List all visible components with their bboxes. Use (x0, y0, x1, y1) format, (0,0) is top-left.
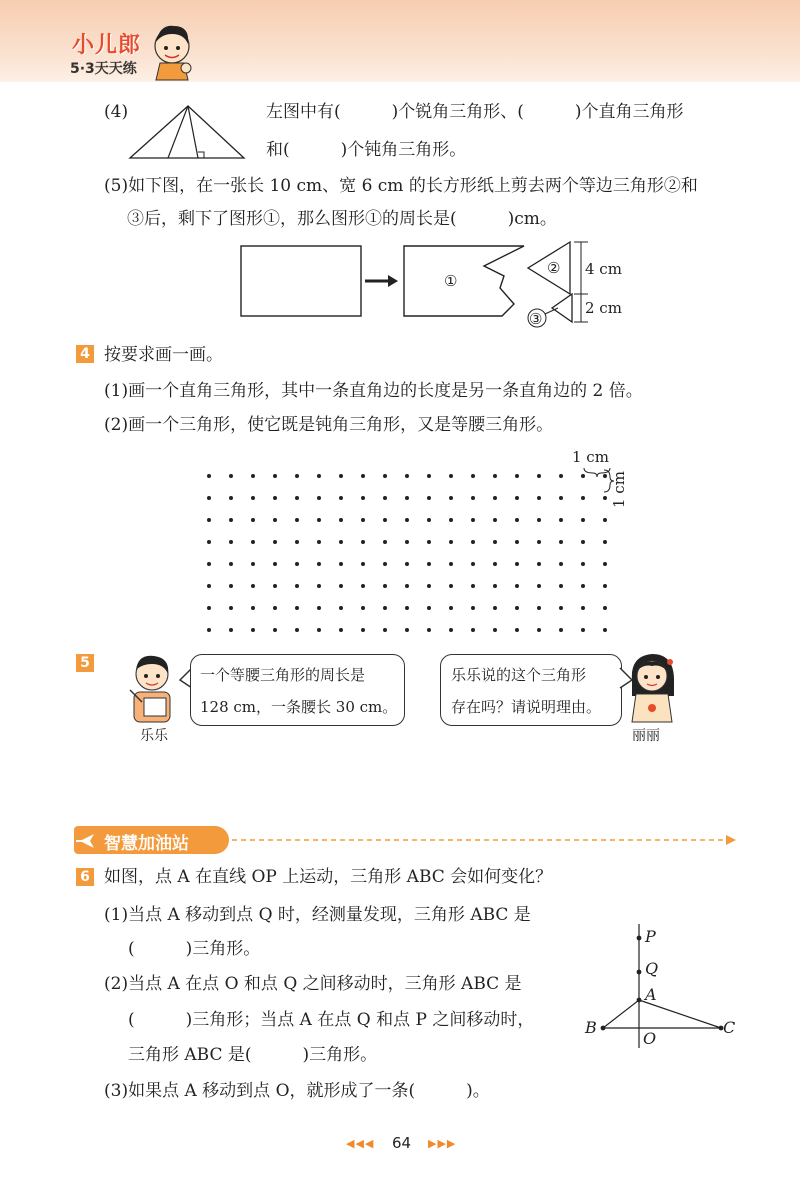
grid-dot (537, 496, 541, 500)
q4-title: 按要求画一画。 (104, 345, 223, 365)
q6-item1-line1: (1)当点 A 移动到点 Q 时，经测量发现，三角形 ABC 是 (104, 905, 531, 925)
grid-dot (229, 606, 233, 610)
grid-dot (493, 606, 497, 610)
grid-dot (471, 628, 475, 632)
grid-dot (339, 606, 343, 610)
grid-dot (383, 584, 387, 588)
grid-dot (339, 584, 343, 588)
grid-dot (207, 496, 211, 500)
grid-dot (295, 562, 299, 566)
right-bubble-line1: 乐乐说的这个三角形 (451, 666, 587, 684)
grid-dot (317, 606, 321, 610)
q4-item1: (1)画一个直角三角形，其中一条直角边的长度是另一条直角边的 2 倍。 (104, 381, 643, 401)
grid-dot (515, 540, 519, 544)
grid-dot (449, 606, 453, 610)
grid-dot (449, 474, 453, 478)
grid-scale-vertical: 1 cm (610, 471, 628, 508)
grid-dot (229, 518, 233, 522)
grid-dot (207, 540, 211, 544)
cut-rectangle-figure (240, 240, 630, 335)
grid-dot (427, 628, 431, 632)
q4-item2: (2)画一个三角形，使它既是钝角三角形，又是等腰三角形。 (104, 415, 554, 435)
grid-dot (537, 628, 541, 632)
grid-dot (603, 540, 607, 544)
grid-dot (229, 584, 233, 588)
grid-dot (537, 518, 541, 522)
grid-dot (317, 474, 321, 478)
grid-dot (383, 540, 387, 544)
grid-dot (361, 518, 365, 522)
grid-dot (295, 518, 299, 522)
grid-dot (559, 540, 563, 544)
grid-dot (273, 518, 277, 522)
grid-dot (339, 562, 343, 566)
q6-badge: 6 (76, 868, 94, 886)
grid-dot (383, 518, 387, 522)
grid-dot (251, 584, 255, 588)
grid-dot (515, 562, 519, 566)
grid-dot (449, 628, 453, 632)
label-shape-1: ① (444, 272, 458, 290)
q5-badge: 5 (76, 654, 94, 672)
grid-dot (361, 606, 365, 610)
grid-dot (361, 628, 365, 632)
grid-dot (515, 606, 519, 610)
q6-item1-line2: ( )三角形。 (128, 939, 261, 959)
grid-dot (405, 518, 409, 522)
grid-dot (207, 562, 211, 566)
grid-dot (581, 628, 585, 632)
grid-dot (229, 474, 233, 478)
grid-dot (515, 628, 519, 632)
grid-dot (471, 518, 475, 522)
point-label-q: Q (645, 959, 659, 978)
grid-dot (339, 496, 343, 500)
q6-item2-line2: ( )三角形；当点 A 在点 Q 和点 P 之间移动时， (128, 1010, 535, 1030)
grid-dot (229, 562, 233, 566)
grid-dot (405, 474, 409, 478)
q6-item2-line3: 三角形 ABC 是( )三角形。 (128, 1045, 378, 1065)
triangle-abc-figure (585, 920, 745, 1050)
grid-dot (427, 474, 431, 478)
grid-dot (317, 496, 321, 500)
grid-dot (295, 496, 299, 500)
q4-badge: 4 (76, 345, 94, 363)
grid-dot (361, 540, 365, 544)
grid-dot (207, 584, 211, 588)
label-shape-2: ② (547, 259, 561, 277)
grid-dot (427, 584, 431, 588)
grid-dot (273, 474, 277, 478)
label-shape-3: ③ (529, 310, 543, 328)
q6-item2-line1: (2)当点 A 在点 O 和点 Q 之间移动时，三角形 ABC 是 (104, 974, 522, 994)
grid-dot (559, 562, 563, 566)
grid-dot (559, 628, 563, 632)
grid-dot (537, 562, 541, 566)
grid-dot (515, 496, 519, 500)
grid-dot (383, 628, 387, 632)
grid-scale (560, 446, 630, 506)
grid-dot (207, 474, 211, 478)
grid-dot (449, 540, 453, 544)
grid-dot (515, 474, 519, 478)
mascot-boy-icon (150, 22, 194, 80)
grid-dot (273, 496, 277, 500)
grid-dot (317, 584, 321, 588)
grid-dot (559, 584, 563, 588)
grid-dot (471, 474, 475, 478)
page-nav-right-arrows: ▶▶▶ (428, 1137, 457, 1150)
q3-5-line1: (5)如下图，在一张长 10 cm、宽 6 cm 的长方形纸上剪去两个等边三角形②和 (104, 176, 698, 196)
grid-dot (273, 562, 277, 566)
grid-dot (515, 518, 519, 522)
grid-dot (295, 628, 299, 632)
grid-dot (449, 518, 453, 522)
grid-scale-horizontal: 1 cm (572, 448, 609, 466)
grid-dot (471, 496, 475, 500)
speaker-left-name: 乐乐 (140, 728, 168, 744)
grid-dot (383, 474, 387, 478)
grid-dot (427, 540, 431, 544)
grid-dot (295, 606, 299, 610)
grid-dot (405, 562, 409, 566)
grid-dot (581, 518, 585, 522)
q3-4-line2: 和( )个钝角三角形。 (266, 140, 467, 160)
grid-dot (603, 628, 607, 632)
grid-dot (361, 562, 365, 566)
grid-dot (493, 540, 497, 544)
grid-dot (295, 474, 299, 478)
grid-dot (581, 584, 585, 588)
grid-dot (383, 562, 387, 566)
grid-dot (295, 540, 299, 544)
grid-dot (405, 606, 409, 610)
left-bubble-line2: 128 cm，一条腰长 30 cm。 (200, 698, 398, 716)
grid-dot (251, 606, 255, 610)
grid-dot (537, 474, 541, 478)
grid-dot (207, 606, 211, 610)
grid-dot (581, 606, 585, 610)
grid-dot (273, 628, 277, 632)
grid-dot (273, 540, 277, 544)
grid-dot (603, 518, 607, 522)
grid-dot (273, 584, 277, 588)
grid-dot (427, 606, 431, 610)
grid-dot (339, 628, 343, 632)
grid-dot (449, 584, 453, 588)
grid-dot (405, 628, 409, 632)
grid-dot (471, 606, 475, 610)
grid-dot (295, 584, 299, 588)
page-nav-left-arrows: ◀◀◀ (346, 1137, 375, 1150)
grid-dot (317, 628, 321, 632)
grid-dot (515, 584, 519, 588)
grid-dot (603, 584, 607, 588)
grid-dot (229, 496, 233, 500)
q3-5-line2: ③后，剩下了图形①，那么图形①的周长是( )cm。 (127, 209, 557, 229)
grid-dot (361, 474, 365, 478)
grid-dot (581, 540, 585, 544)
grid-dot (251, 628, 255, 632)
grid-dot (317, 540, 321, 544)
triangle-figure (128, 104, 248, 160)
grid-dot (427, 518, 431, 522)
grid-dot (493, 562, 497, 566)
grid-dot (449, 496, 453, 500)
grid-dot (317, 518, 321, 522)
grid-dot (229, 628, 233, 632)
right-bubble-line2: 存在吗？请说明理由。 (451, 698, 602, 716)
boy-character-icon (124, 652, 184, 724)
grid-dot (339, 474, 343, 478)
grid-dot (493, 628, 497, 632)
grid-dot (537, 584, 541, 588)
point-label-c: C (723, 1018, 736, 1037)
grid-dot (273, 606, 277, 610)
q6-item3: (3)如果点 A 移动到点 O，就形成了一条( )。 (104, 1081, 490, 1101)
q6-title: 如图，点 A 在直线 OP 上运动，三角形 ABC 会如何变化？ (104, 867, 553, 887)
grid-dot (229, 540, 233, 544)
grid-dot (537, 606, 541, 610)
point-label-o: O (643, 1029, 657, 1048)
grid-dot (251, 562, 255, 566)
left-bubble-line1: 一个等腰三角形的周长是 (200, 666, 366, 684)
series-name: 5·3天天练 (70, 61, 137, 77)
grid-dot (471, 540, 475, 544)
grid-dot (405, 584, 409, 588)
speaker-right-name: 丽丽 (632, 728, 660, 744)
section-dashed-line (232, 833, 738, 847)
grid-dot (493, 518, 497, 522)
grid-dot (449, 562, 453, 566)
grid-dot (471, 584, 475, 588)
point-label-p: P (645, 927, 656, 946)
page-number: 64 (392, 1134, 412, 1152)
grid-dot (251, 540, 255, 544)
dim-2cm: 2 cm (585, 299, 622, 317)
dim-4cm: 4 cm (585, 260, 622, 278)
grid-dot (361, 584, 365, 588)
grid-dot (383, 606, 387, 610)
grid-dot (317, 562, 321, 566)
grid-dot (493, 584, 497, 588)
grid-dot (339, 540, 343, 544)
grid-dot (405, 540, 409, 544)
rocket-icon (76, 830, 100, 852)
point-label-a: A (645, 985, 657, 1004)
grid-dot (427, 562, 431, 566)
girl-character-icon (626, 650, 680, 724)
grid-dot (251, 518, 255, 522)
grid-dot (603, 562, 607, 566)
grid-dot (383, 496, 387, 500)
grid-dot (471, 562, 475, 566)
grid-dot (493, 496, 497, 500)
grid-dot (339, 518, 343, 522)
grid-dot (537, 540, 541, 544)
grid-dot (251, 496, 255, 500)
q3-4-line1: 左图中有( )个锐角三角形、( )个直角三角形 (266, 102, 684, 122)
grid-dot (207, 518, 211, 522)
q3-4-number: (4) (104, 102, 129, 122)
grid-dot (427, 496, 431, 500)
grid-dot (559, 518, 563, 522)
grid-dot (405, 496, 409, 500)
grid-dot (559, 606, 563, 610)
grid-dot (493, 474, 497, 478)
grid-dot (361, 496, 365, 500)
brand-logo: 小儿郎 (72, 33, 142, 58)
grid-dot (251, 474, 255, 478)
grid-dot (581, 562, 585, 566)
section-title: 智慧加油站 (104, 834, 189, 854)
grid-dot (603, 606, 607, 610)
grid-dot (207, 628, 211, 632)
point-label-b: B (585, 1018, 597, 1037)
